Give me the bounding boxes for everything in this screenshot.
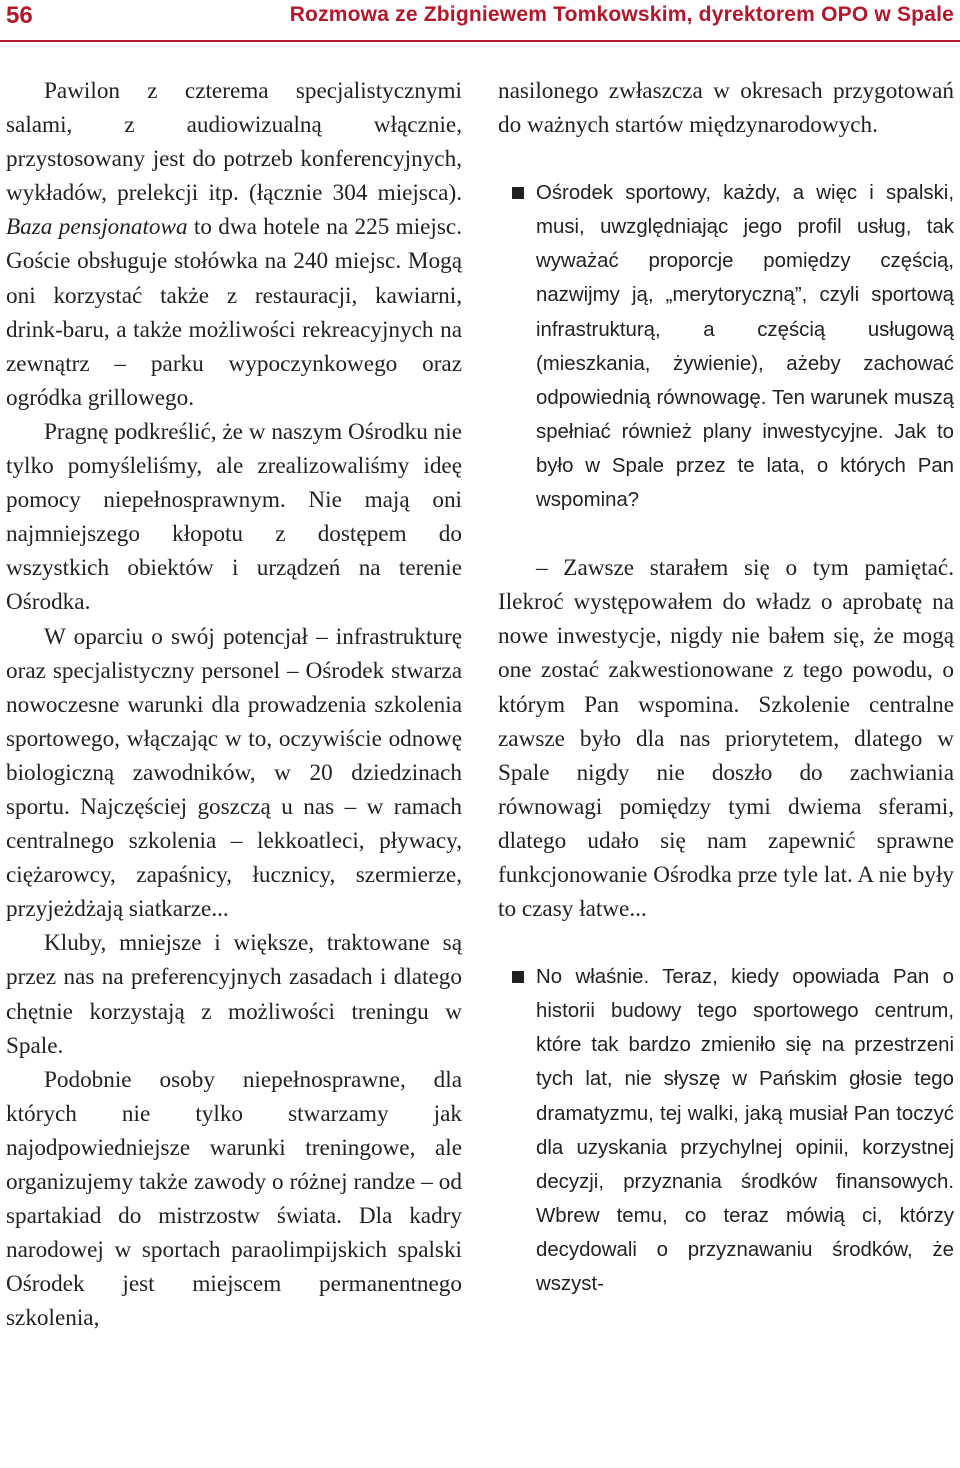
page-header <box>0 0 960 36</box>
right-column <box>498 74 954 1301</box>
interview-answer: – Zawsze starałem się o tym pamiętać. Ilekroć występowałem do władz o aprobatę na nowe inwestycje, nigdy nie bałem się, że mogą one zostać zakwestionowane z tego powodu, o którym Pan wspomina. Szkolenie centralne zawsze było dla nas priorytetem, dlatego w Spale nigdy nie doszło do zachwiania równowagi pomiędzy tymi dwiema sferami, dlatego udało się nam zapewnić sprawne funkcjonowanie Ośrodka prze tyle lat. A nie były to czasy łatwe... <box>498 555 954 923</box>
paragraph-disabled-athletes: Podobnie osoby niepełnosprawne, dla których nie tylko stwarzamy jak najodpowiedniejsze warunki treningowe, ale organizujemy także zawody o różnej randze – od spartakiad do mistrzostw świata. Dla kadry narodowej w sportach paraolimpijskich spalski Ośrodek jest miejscem permanentnego szkolenia, <box>6 1066 462 1332</box>
paragraph-training: W oparciu o swój potencjał – infrastrukturę oraz specjalistyczny personel – Ośrodek stwarza nowoczesne warunki dla prowadzenia szkolenia sportowego, włączając w to, oczywiście odnowę biologiczną zawodników, w 20 dziedzinach sportu. Najczęściej goszczą u nas – w ramach centralnego szkolenia – lekkoatleci, pływacy, ciężarowcy, zapaśnicy, łucznicy, szermierze, przyjeżdżają siatkarze... <box>6 623 462 923</box>
header-rule <box>0 40 960 42</box>
spacer <box>498 517 954 551</box>
spacer <box>498 142 954 176</box>
italic-term: Baza pensjonatowa <box>6 214 188 241</box>
paragraph-text: to dwa hotele na 225 miejsc. Goście obsługuje stołówka na 240 miejsc. Mogą oni korzystać także z restauracji, kawiarni, drink-baru, a także możliwości rekreacyjnych na zewnątrz – parku wypoczynkowego oraz ogródka grillowego. <box>6 214 462 411</box>
paragraph-accessibility: Pragnę podkreślić, że w naszym Ośrodku nie tylko pomyśleliśmy, ale zrealizowaliśmy ideę pomocy niepełnosprawnym. Nie mają oni najmniejszego kłopotu z dostępem do wszystkich obiektów i urządzeń na terenie Ośrodka. <box>6 418 462 616</box>
interview-question <box>498 960 954 1301</box>
paragraph-continuation: nasilonego zwłaszcza w okresach przygotowań do ważnych startów międzynarodowych. <box>498 78 954 139</box>
paragraph-facilities <box>6 74 462 415</box>
square-bullet-icon <box>512 971 524 983</box>
paragraph-text: Pawilon z czterema specjalistycznymi salami, z audiowizualną włącznie, przystosowany jest do potrzeb konferencyjnych, wykładów, prelekcji itp. (łącznie 304 miejsca). <box>6 78 462 207</box>
question-text: No właśnie. Teraz, kiedy opowiada Pan o historii budowy tego sportowego centrum, które tak bardzo zmieniło się na przestrzeni tych lat, nie słyszę w Pańskim głosie tego dramatyzmu, tej walki, jaką musiał Pan toczyć dla uzyskania przychylnej opinii, korzystnej decyzji, przyznania środków finansowych. Wbrew temu, co teraz mówią ci, którzy decydowali o przyznawaniu środków, że wszyst- <box>536 966 954 1295</box>
interview-question <box>498 176 954 517</box>
question-text: Ośrodek sportowy, każdy, a więc i spalski, musi, uwzględniając jego profil usług, tak wyważać proporcje pomiędzy częścią, nazwijmy ją, „merytoryczną”, czyli sportową infrastrukturą, a częścią usługową (mieszkania, żywienie), ażeby zachować odpowiednią równowagę. Ten warunek muszą spełniać również plany inwestycyjne. Jak to było w Spale przez te lata, o których Pan wspomina? <box>536 182 954 512</box>
square-bullet-icon <box>512 187 524 199</box>
page-number: 56 <box>6 2 33 29</box>
paragraph-clubs: Kluby, mniejsze i większe, traktowane są przez nas na preferencyjnych zasadach i dlatego chętnie korzystają z możliwości treningu w Spale. <box>6 930 462 1059</box>
spacer <box>498 926 954 960</box>
left-column <box>6 74 462 1335</box>
running-title: Rozmowa ze Zbigniewem Tomkowskim, dyrektorem OPO w Spale <box>289 3 954 26</box>
